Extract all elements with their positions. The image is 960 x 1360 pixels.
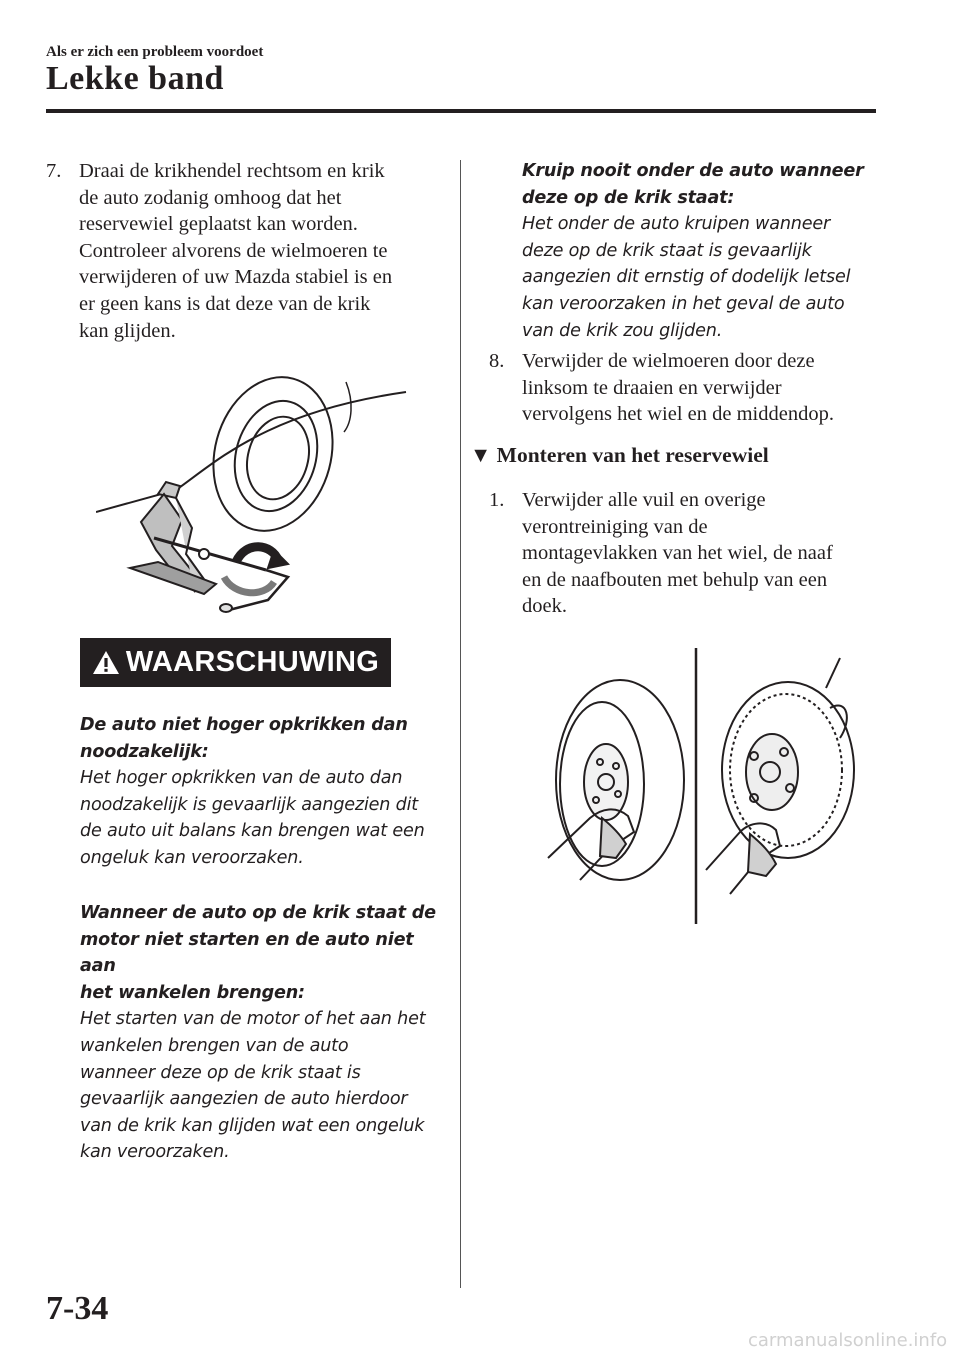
warning-body-line: deze op de krik staat is gevaarlijk	[522, 240, 812, 261]
step-8-line: vervolgens het wiel en de middendop.	[522, 403, 834, 426]
warning-body-line: noodzakelijk is gevaarlijk aangezien dit	[80, 794, 418, 815]
page-title: Lekke band	[46, 60, 224, 97]
page-number: 7-34	[46, 1290, 109, 1327]
warning-body-line: Het onder de auto kruipen wanneer	[522, 214, 831, 235]
step-8-number: 8.	[489, 350, 505, 372]
warning-heading-line: noodzakelijk:	[80, 741, 209, 762]
step-1-line: verontreiniging van de	[522, 515, 708, 538]
step-1-line: montagevlakken van het wiel, de naaf	[522, 542, 833, 565]
warning-body-line: wanneer deze op de krik staat is	[80, 1062, 361, 1083]
warning-body-line: ongeluk kan veroorzaken.	[80, 847, 304, 868]
warning-body-line: van de krik kan glijden wat een ongeluk	[80, 1115, 425, 1136]
warning-block-3	[522, 158, 922, 344]
step-1-line: Verwijder alle vuil en overige	[522, 489, 766, 511]
triangle-down-icon: ▼	[470, 443, 492, 467]
step-7	[46, 158, 446, 358]
step-7-line: de auto zodanig omhoog dat het	[79, 186, 342, 209]
warning-heading-line: deze op de krik staat:	[522, 187, 735, 208]
step-7-text	[79, 158, 392, 344]
step-7-line: Controleer alvorens de wielmoeren te	[79, 239, 388, 262]
column-divider	[460, 160, 461, 1288]
step-8-line: linksom te draaien en verwijder	[522, 376, 782, 399]
warning-block-2	[80, 900, 450, 1166]
step-8-line: Verwijder de wielmoeren door deze	[522, 350, 815, 372]
warning-heading-line: Kruip nooit onder de auto wanneer	[522, 161, 864, 181]
warning-body-line: Het starten van de motor of het aan het	[80, 1009, 426, 1030]
warning-heading-line: motor niet starten en de auto niet aan	[80, 929, 414, 977]
step-7-line: reservewiel geplaatst kan worden.	[79, 213, 358, 236]
warning-heading-line: Wanneer de auto op de krik staat de	[80, 903, 436, 923]
header-rule	[46, 109, 876, 113]
warning-body-line: aangezien dit ernstig of dodelijk letsel	[522, 267, 851, 288]
step-8	[489, 348, 909, 438]
warning-body-line: kan veroorzaken in het geval de auto	[522, 293, 845, 314]
step-1-line: en de naafbouten met behulp van een	[522, 568, 828, 591]
warning-body-line: van de krik zou glijden.	[522, 320, 723, 341]
wheel-cleaning-illustration	[540, 648, 870, 928]
warning-badge	[80, 638, 391, 687]
subsection-heading	[470, 443, 769, 468]
step-7-line: er geen kans is dat deze van de krik	[79, 292, 371, 315]
step-1	[489, 487, 909, 627]
section-name: Als er zich een probleem voordoet	[46, 44, 264, 60]
subsection-title: Monteren van het reservewiel	[496, 443, 769, 467]
step-1-line: doek.	[522, 595, 567, 618]
warning-body-line: de auto uit balans kan brengen wat een	[80, 821, 425, 842]
warning-body-line: wankelen brengen van de auto	[80, 1035, 349, 1056]
jack-illustration	[96, 372, 416, 632]
step-7-line: kan glijden.	[79, 319, 176, 342]
warning-heading-line: De auto niet hoger opkrikken dan	[80, 715, 408, 735]
step-1-number: 1.	[489, 489, 505, 511]
warning-triangle-icon	[92, 650, 120, 676]
warning-body-line: Het hoger opkrikken van de auto dan	[80, 768, 403, 789]
watermark: carmanualsonline.info	[748, 1330, 948, 1351]
warning-body-line: gevaarlijk aangezien de auto hierdoor	[80, 1089, 408, 1110]
step-7-number: 7.	[46, 160, 62, 182]
warning-heading-line: het wankelen brengen:	[80, 982, 305, 1003]
warning-block-1	[80, 712, 450, 872]
step-8-text	[522, 348, 834, 428]
step-1-text	[522, 487, 833, 620]
step-7-line: verwijderen of uw Mazda stabiel is en	[79, 266, 393, 289]
warning-label: WAARSCHUWING	[125, 646, 380, 678]
warning-body-line: kan veroorzaken.	[80, 1142, 230, 1163]
step-7-line: Draai de krikhendel rechtsom en krik	[79, 160, 385, 182]
